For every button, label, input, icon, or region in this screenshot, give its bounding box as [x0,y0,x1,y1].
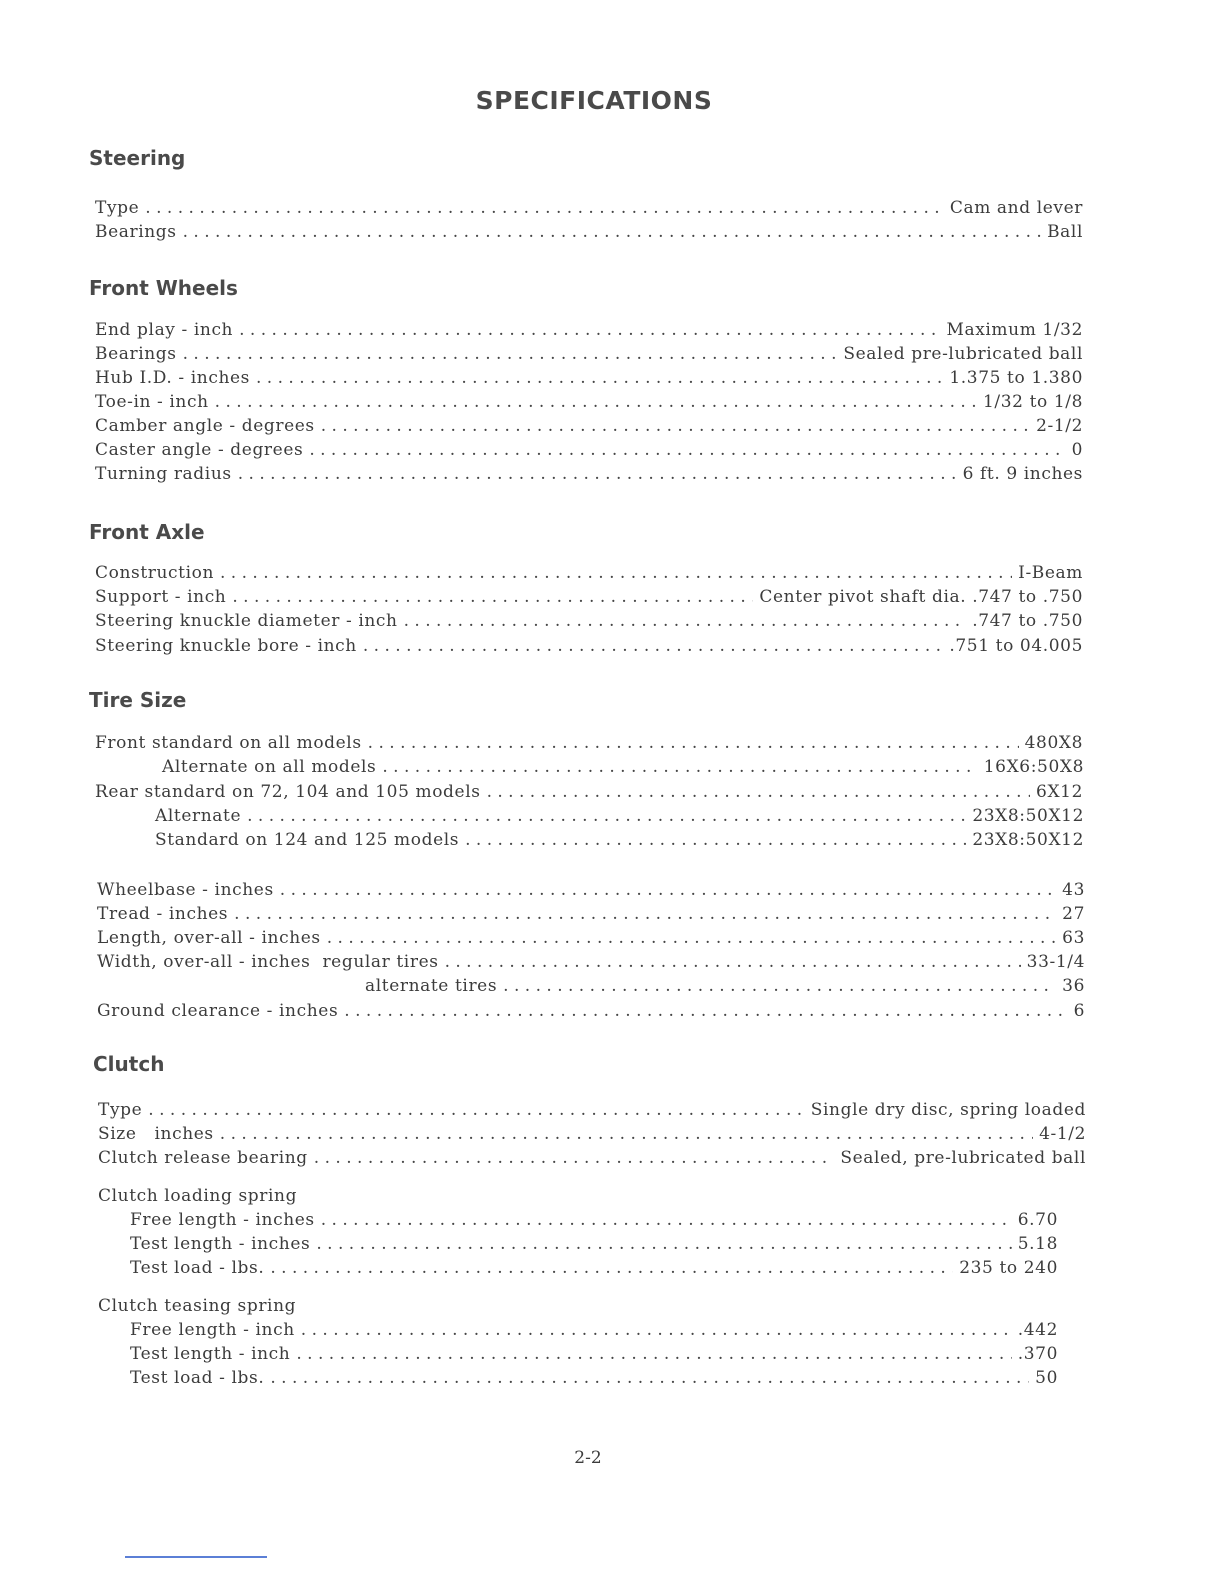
dot-leader [183,344,838,364]
spec-row [95,563,1083,587]
dot-leader [301,1320,1012,1340]
section-heading-front-wheels: Front Wheels [89,276,238,300]
dot-leader [280,880,1056,900]
spec-row [95,344,1083,368]
spec-label: Tread - inches [97,904,229,924]
dot-leader [363,636,944,656]
dot-leader [327,928,1056,948]
dot-leader [220,1124,1033,1144]
spec-value: 6.70 [1017,1210,1058,1230]
spec-value: 23X8:50X12 [972,830,1084,850]
subheading-clutch-teasing-spring: Clutch teasing spring [98,1296,297,1316]
spec-value: Maximum 1/32 [946,320,1083,340]
dot-leader [232,587,753,607]
spec-row [97,928,1085,952]
spec-value: Cam and lever [949,198,1083,218]
dot-leader [234,904,1056,924]
spec-row [130,1344,1058,1368]
spec-label: Bearings [95,222,177,242]
dot-leader [270,1258,953,1278]
spec-value: 33-1/4 [1026,952,1085,972]
dot-leader [270,1368,1029,1388]
spec-label: Standard on 124 and 125 models [155,830,460,850]
spec-value: 23X8:50X12 [972,806,1084,826]
spec-value: .751 to 04.005 [949,636,1083,656]
spec-label: Width, over-all - inches regular tires [97,952,439,972]
spec-value: Ball [1047,222,1083,242]
dot-leader [344,1001,1067,1021]
dot-leader [309,440,1065,460]
spec-label: Test load - lbs. [130,1368,265,1388]
dot-leader [296,1344,1011,1364]
page-title: SPECIFICATIONS [475,86,713,115]
spec-value: 6X12 [1036,782,1083,802]
spec-row [130,1234,1058,1258]
dot-leader [238,464,957,484]
spec-row [95,636,1083,660]
subheading-clutch-loading-spring: Clutch loading spring [98,1186,298,1206]
spec-value: 6 ft. 9 inches [962,464,1083,484]
dot-leader [382,757,977,777]
spec-value: Sealed pre-lubricated ball [843,344,1083,364]
spec-label: Test load - lbs. [130,1258,265,1278]
spec-row [98,1124,1086,1148]
spec-label: Caster angle - degrees [95,440,304,460]
spec-label: Rear standard on 72, 104 and 105 models [95,782,481,802]
spec-label: Test length - inch [130,1344,291,1364]
spec-row [97,952,1085,976]
section-heading-front-axle: Front Axle [89,520,205,544]
spec-label: Clutch release bearing [98,1148,308,1168]
spec-row [365,976,1085,1000]
section-heading-clutch: Clutch [93,1052,165,1076]
dot-leader [316,1234,1011,1254]
spec-row [98,1148,1086,1172]
spec-row [97,880,1085,904]
spec-label: Ground clearance - inches [97,1001,339,1021]
spec-label: Steering knuckle diameter - inch [95,611,398,631]
spec-value: 0 [1071,440,1083,460]
spec-label: Length, over-all - inches [97,928,321,948]
spec-label: Hub I.D. - inches [95,368,250,388]
spec-value: .370 [1017,1344,1058,1364]
dot-leader [256,368,943,388]
spec-row [95,611,1083,635]
dot-leader [314,1148,835,1168]
spec-value: 1/32 to 1/8 [982,392,1083,412]
spec-value: Center pivot shaft dia. .747 to .750 [759,587,1083,607]
spec-row [97,1001,1085,1025]
dot-leader [148,1100,804,1120]
spec-value: 6 [1073,1001,1085,1021]
spec-row [162,757,1084,781]
section-heading-steering: Steering [89,146,186,170]
spec-row [95,587,1083,611]
page-number: 2-2 [574,1448,602,1468]
spec-label: alternate tires [365,976,498,996]
spec-value: 36 [1062,976,1085,996]
spec-value: 235 to 240 [959,1258,1058,1278]
dot-leader [321,1210,1012,1230]
spec-value: 5.18 [1017,1234,1058,1254]
spec-label: End play - inch [95,320,234,340]
footer-rule [125,1556,267,1558]
dot-leader [247,806,966,826]
spec-label: Support - inch [95,587,227,607]
spec-value: 4-1/2 [1039,1124,1086,1144]
spec-value: .747 to .750 [972,611,1083,631]
spec-label: Test length - inches [130,1234,311,1254]
spec-row [155,806,1084,830]
spec-label: Free length - inch [130,1320,295,1340]
spec-row [97,904,1085,928]
spec-value: 2-1/2 [1036,416,1083,436]
spec-value: Sealed, pre-lubricated ball [840,1148,1086,1168]
spec-label: Camber angle - degrees [95,416,315,436]
spec-row [95,392,1083,416]
dot-leader [368,733,1019,753]
dot-leader [404,611,967,631]
dot-leader [445,952,1021,972]
spec-label: Alternate on all models [162,757,377,777]
spec-value: 16X6:50X8 [983,757,1084,777]
dot-leader [145,198,944,218]
spec-row [95,440,1083,464]
spec-row [95,222,1083,246]
spec-row [130,1368,1058,1392]
spec-label: Front standard on all models [95,733,362,753]
section-heading-tire-size: Tire Size [89,688,187,712]
spec-label: Free length - inches [130,1210,315,1230]
dot-leader [215,392,977,412]
dot-leader [487,782,1030,802]
dot-leader [503,976,1056,996]
spec-label: Alternate [155,806,242,826]
spec-label: Steering knuckle bore - inch [95,636,357,656]
spec-row [95,782,1083,806]
spec-label: Type [98,1100,143,1120]
spec-value: 1.375 to 1.380 [949,368,1083,388]
spec-label: Turning radius [95,464,232,484]
dot-leader [321,416,1030,436]
dot-leader [239,320,940,340]
spec-label: Construction [95,563,214,583]
spec-row [95,198,1083,222]
spec-value: Single dry disc, spring loaded [810,1100,1086,1120]
spec-label: Wheelbase - inches [97,880,274,900]
spec-row [130,1320,1058,1344]
spec-label: Type [95,198,140,218]
spec-value: I-Beam [1018,563,1083,583]
spec-row [130,1258,1058,1282]
spec-value: 63 [1062,928,1085,948]
spec-row [95,320,1083,344]
dot-leader [183,222,1041,242]
spec-value: 50 [1035,1368,1058,1388]
spec-value: 480X8 [1024,733,1083,753]
spec-row [155,830,1084,854]
dot-leader [220,563,1012,583]
spec-row [95,733,1083,757]
spec-row [130,1210,1058,1234]
spec-value: 27 [1062,904,1085,924]
spec-row [98,1100,1086,1124]
spec-row [95,416,1083,440]
dot-leader [465,830,966,850]
spec-label: Bearings [95,344,177,364]
spec-row [95,368,1083,392]
spec-label: Toe-in - inch [95,392,209,412]
spec-label: Size inches [98,1124,214,1144]
spec-row [95,464,1083,488]
spec-value: .442 [1017,1320,1058,1340]
spec-value: 43 [1062,880,1085,900]
